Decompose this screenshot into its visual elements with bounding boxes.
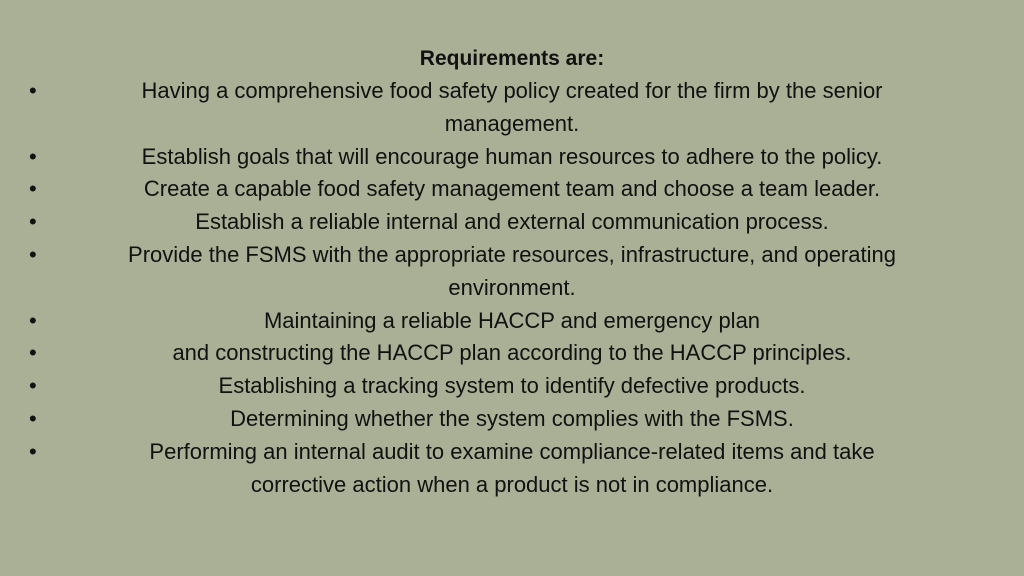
- bullet-icon: •: [29, 438, 37, 464]
- list-item-text: Create a capable food safety management team and choose a team leader.: [143, 176, 881, 202]
- bullet-icon: •: [29, 373, 37, 399]
- bullet-icon: •: [29, 307, 37, 333]
- list-item-text: Determining whether the system complies with the FSMS.: [230, 405, 794, 431]
- list-item-text: and constructing the HACCP plan according to the HACCP principles.: [172, 340, 852, 366]
- requirements-list: [0, 75, 1024, 501]
- bullet-icon: •: [29, 340, 37, 366]
- bullet-icon: •: [29, 209, 37, 235]
- list-item: [0, 305, 1024, 338]
- bullet-icon: •: [29, 241, 37, 267]
- bullet-icon: •: [29, 405, 37, 431]
- list-item-text: corrective action when a product is not in compliance.: [250, 471, 774, 497]
- bullet-icon: •: [29, 176, 37, 202]
- list-item-text: Provide the FSMS with the appropriate resources, infrastructure, and operating: [128, 241, 896, 267]
- list-item-text: environment.: [448, 274, 576, 300]
- list-item: [0, 75, 1024, 141]
- requirements-heading: Requirements are:: [419, 47, 605, 70]
- list-item: [0, 436, 1024, 502]
- list-item: [0, 337, 1024, 370]
- list-item-text: Establishing a tracking system to identify defective products.: [218, 373, 806, 399]
- list-item: [0, 173, 1024, 206]
- bullet-icon: •: [29, 78, 37, 103]
- list-item-text: Establish a reliable internal and external communication process.: [195, 209, 829, 235]
- list-item: [0, 239, 1024, 305]
- list-item-text: Establish goals that will encourage human resources to adhere to the policy.: [141, 143, 883, 169]
- list-item-text: Maintaining a reliable HACCP and emergency plan: [263, 307, 761, 333]
- list-item: [0, 141, 1024, 174]
- bullet-icon: •: [29, 143, 37, 169]
- list-item-text: Performing an internal audit to examine compliance-related items and take: [149, 438, 875, 464]
- list-item-text: Having a comprehensive food safety policy created for the firm by the senior: [141, 78, 883, 103]
- list-item: [0, 206, 1024, 239]
- list-item: [0, 370, 1024, 403]
- list-item-text: management.: [444, 110, 580, 136]
- list-item: [0, 403, 1024, 436]
